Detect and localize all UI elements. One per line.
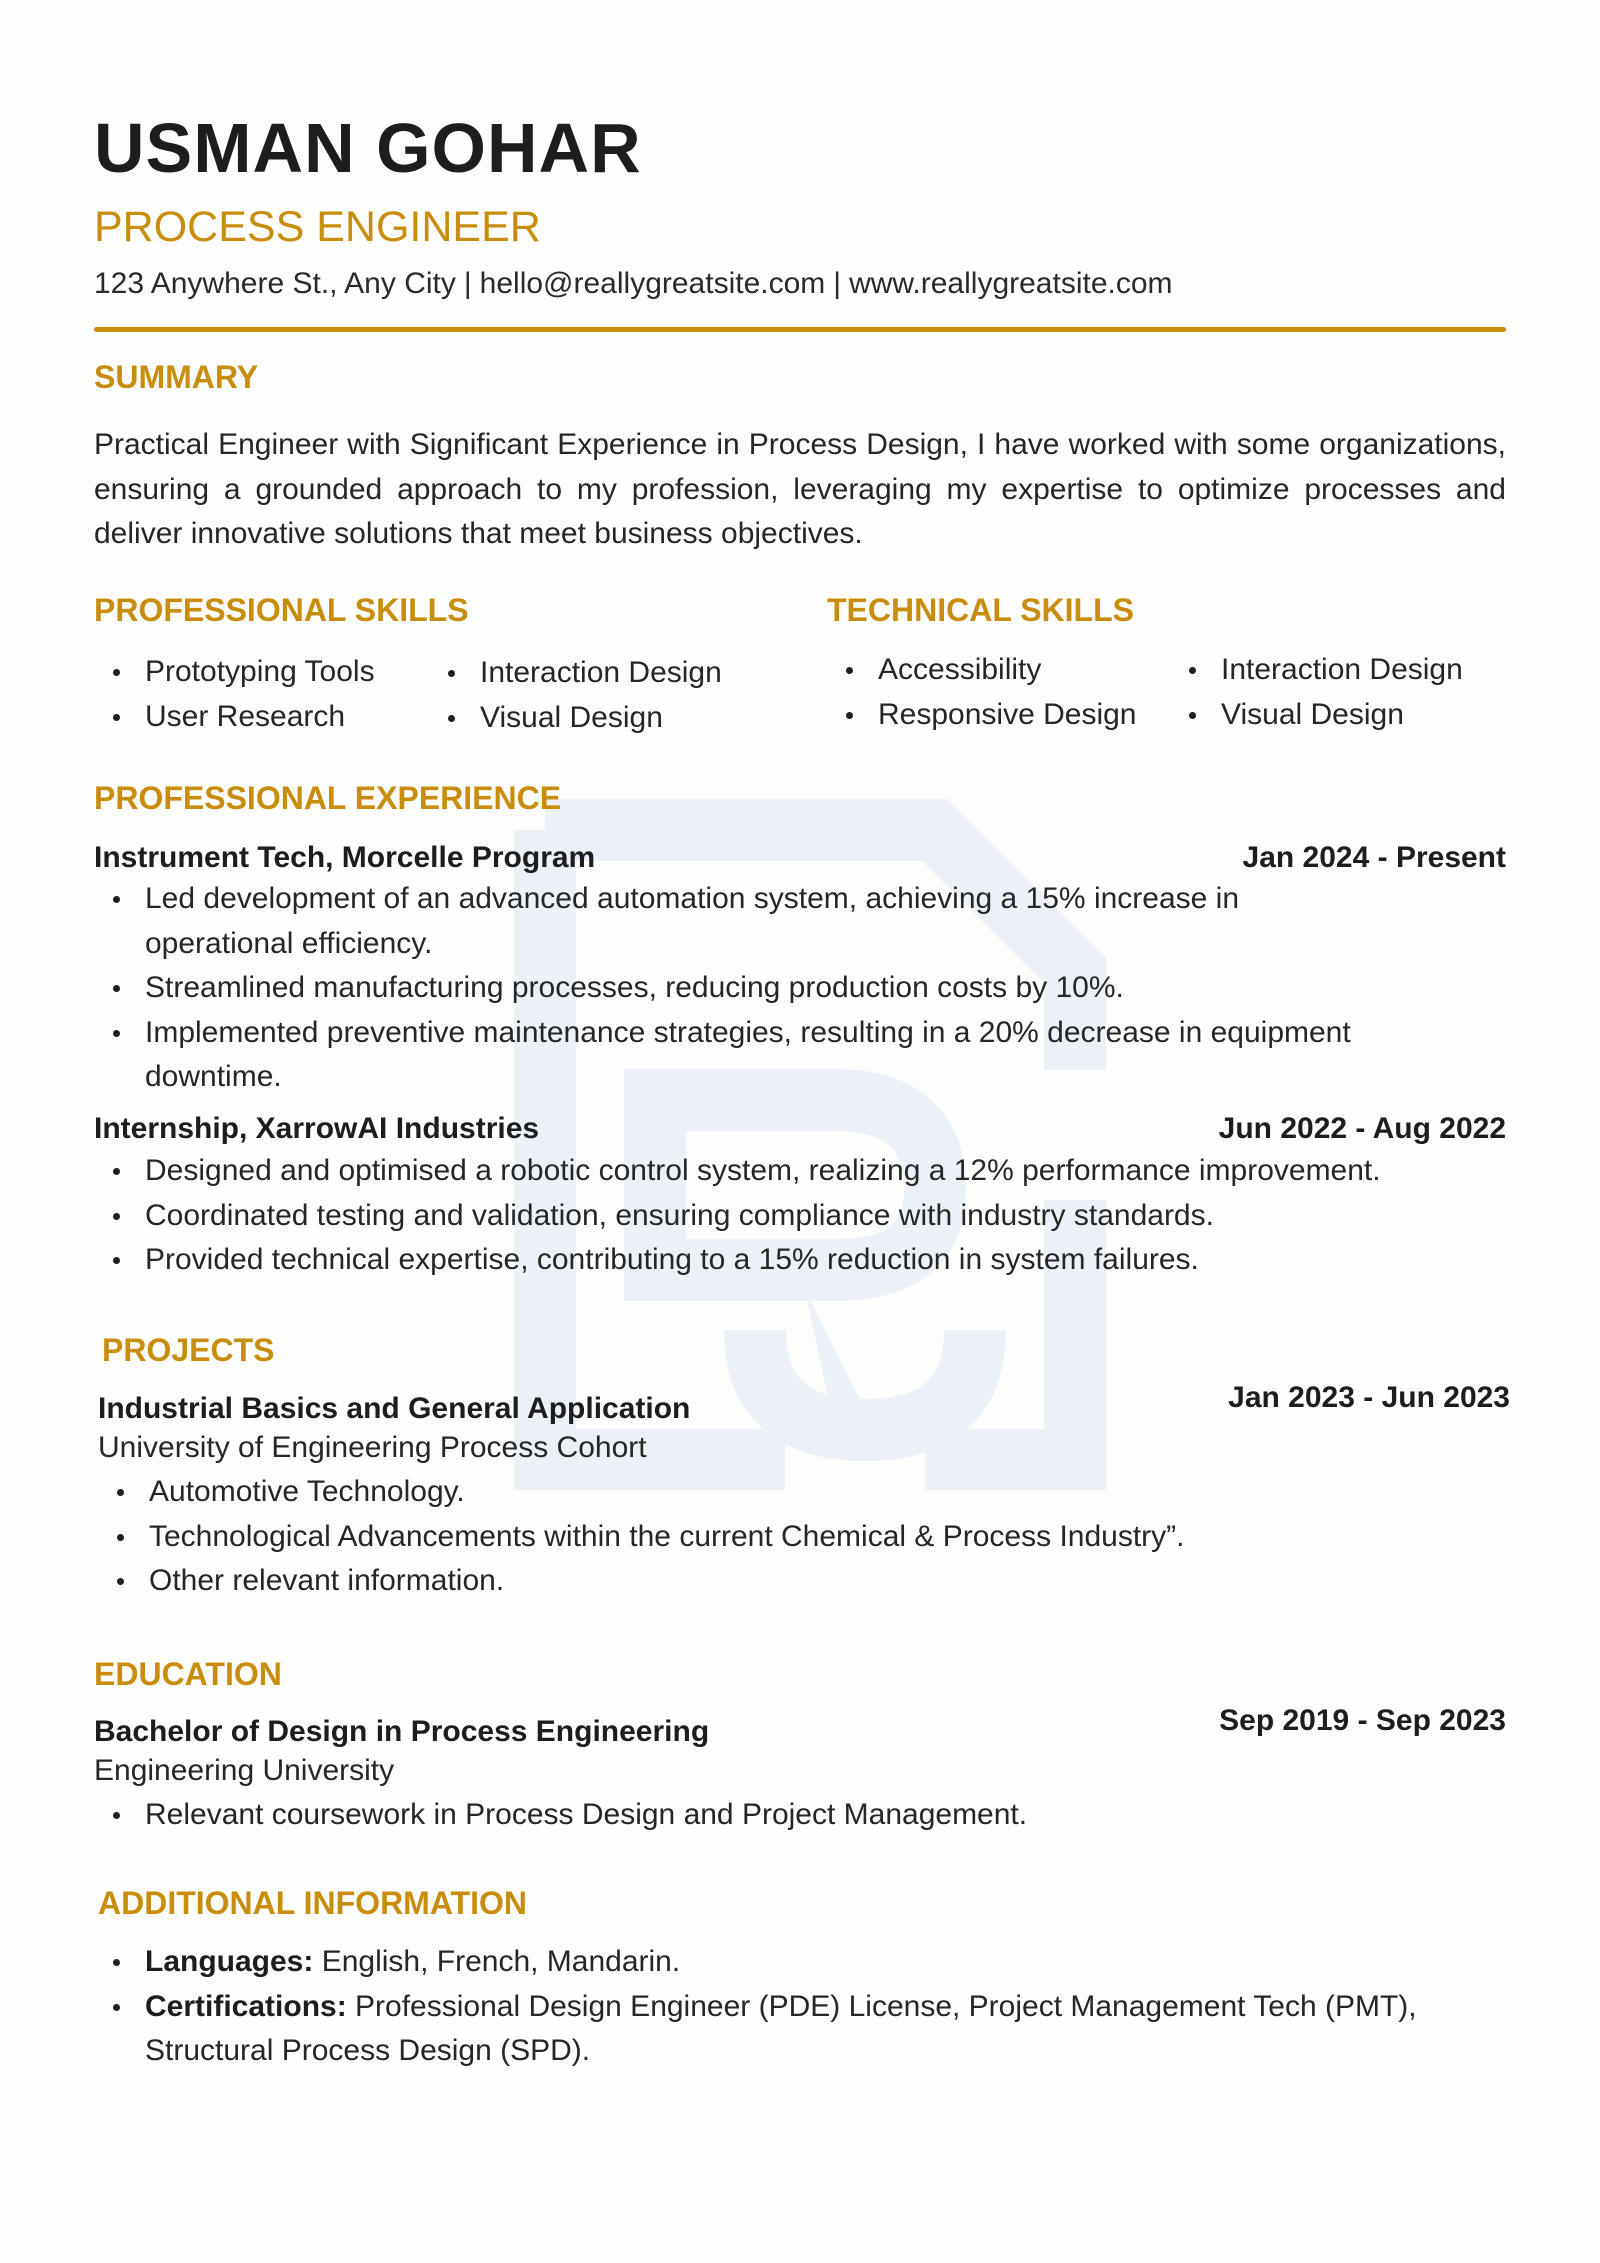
- school-name: Engineering University: [94, 1754, 395, 1787]
- technical-skills-heading: TECHNICAL SKILLS: [827, 592, 1134, 628]
- languages-value: English, French, Mandarin.: [313, 1945, 681, 1978]
- list-item: Accessibility: [827, 648, 1136, 693]
- certifications-item: [94, 1985, 1434, 2074]
- email-link[interactable]: hello@reallygreatsite.com: [479, 267, 826, 300]
- address: 123 Anywhere St., Any City: [94, 267, 456, 300]
- list-item: Technological Advancements within the current Chemical & Process Industry”.: [98, 1515, 1508, 1560]
- certifications-label: Certifications:: [145, 1989, 347, 2023]
- list-item: Coordinated testing and validation, ensuring compliance with industry standards.: [94, 1194, 1506, 1239]
- list-item: Other relevant information.: [98, 1559, 1508, 1604]
- list-item: Automotive Technology.: [98, 1470, 1508, 1515]
- professional-skills-heading: PROFESSIONAL SKILLS: [94, 592, 469, 628]
- languages-label: Languages:: [145, 1945, 314, 1978]
- projects-heading: PROJECTS: [102, 1332, 275, 1368]
- summary-text: Practical Engineer with Significant Experience in Process Design, I have worked with some organizations, ensuring a grounded approach to my profession, leveraging my expertise to optimize processes and deliver innovative solutions that meet business objectives.: [94, 428, 1506, 550]
- experience-heading: PROFESSIONAL EXPERIENCE: [94, 780, 562, 816]
- contact-line: [94, 267, 1173, 301]
- list-item: Interaction Design: [1170, 648, 1463, 693]
- website-link[interactable]: www.reallygreatsite.com: [849, 267, 1173, 300]
- project-org: University of Engineering Process Cohort: [98, 1431, 647, 1464]
- candidate-name: USMAN GOHAR: [94, 109, 642, 187]
- separator: |: [463, 267, 472, 300]
- list-item: Relevant coursework in Process Design and Project Management.: [94, 1793, 1506, 1838]
- job-title-2: Internship, XarrowAI Industries: [94, 1112, 540, 1145]
- education-bullets: [94, 1793, 1506, 1838]
- technical-skills-col-2: [1170, 648, 1463, 737]
- list-item: Implemented preventive maintenance strategies, resulting in a 20% decrease in equipment downtime.: [94, 1011, 1386, 1100]
- separator: |: [833, 267, 842, 300]
- degree-title: Bachelor of Design in Process Engineering: [94, 1715, 710, 1748]
- languages-item: [94, 1940, 1434, 1985]
- technical-skills-col-1: [827, 648, 1136, 737]
- header-divider: [94, 327, 1506, 332]
- list-item: User Research: [94, 695, 375, 740]
- project-dates: Jan 2023 - Jun 2023: [1228, 1381, 1510, 1414]
- additional-list: [94, 1940, 1434, 2074]
- list-item: Visual Design: [1170, 693, 1463, 738]
- education-heading: EDUCATION: [94, 1656, 282, 1692]
- job-bullets-2: [94, 1149, 1506, 1283]
- list-item: Led development of an advanced automation system, achieving a 15% increase in operational efficiency.: [94, 877, 1386, 966]
- list-item: Streamlined manufacturing processes, reducing production costs by 10%.: [94, 966, 1386, 1011]
- professional-skills-col-1: [94, 650, 375, 739]
- job-bullets-1: [94, 877, 1506, 1100]
- job-dates-2: Jun 2022 - Aug 2022: [1218, 1112, 1506, 1145]
- additional-heading: ADDITIONAL INFORMATION: [98, 1885, 527, 1921]
- summary-heading: SUMMARY: [94, 359, 259, 395]
- list-item: Provided technical expertise, contributing to a 15% reduction in system failures.: [94, 1238, 1506, 1283]
- list-item: Visual Design: [429, 696, 722, 741]
- professional-skills-col-2: [429, 651, 722, 740]
- list-item: Responsive Design: [827, 693, 1136, 738]
- list-item: Prototyping Tools: [94, 650, 375, 695]
- job-title: PROCESS ENGINEER: [94, 203, 541, 251]
- certifications-value: Professional Design Engineer (PDE) License, Project Management Tech (PMT), Structural Process Design (SPD).: [145, 1989, 1417, 2067]
- job-title-1: Instrument Tech, Morcelle Program: [94, 841, 596, 874]
- list-item: Interaction Design: [429, 651, 722, 696]
- project-bullets: [98, 1470, 1508, 1604]
- education-dates: Sep 2019 - Sep 2023: [1219, 1704, 1506, 1737]
- job-dates-1: Jan 2024 - Present: [1242, 841, 1506, 874]
- list-item: Designed and optimised a robotic control system, realizing a 12% performance improvement.: [94, 1149, 1506, 1194]
- project-title: Industrial Basics and General Application: [98, 1392, 691, 1425]
